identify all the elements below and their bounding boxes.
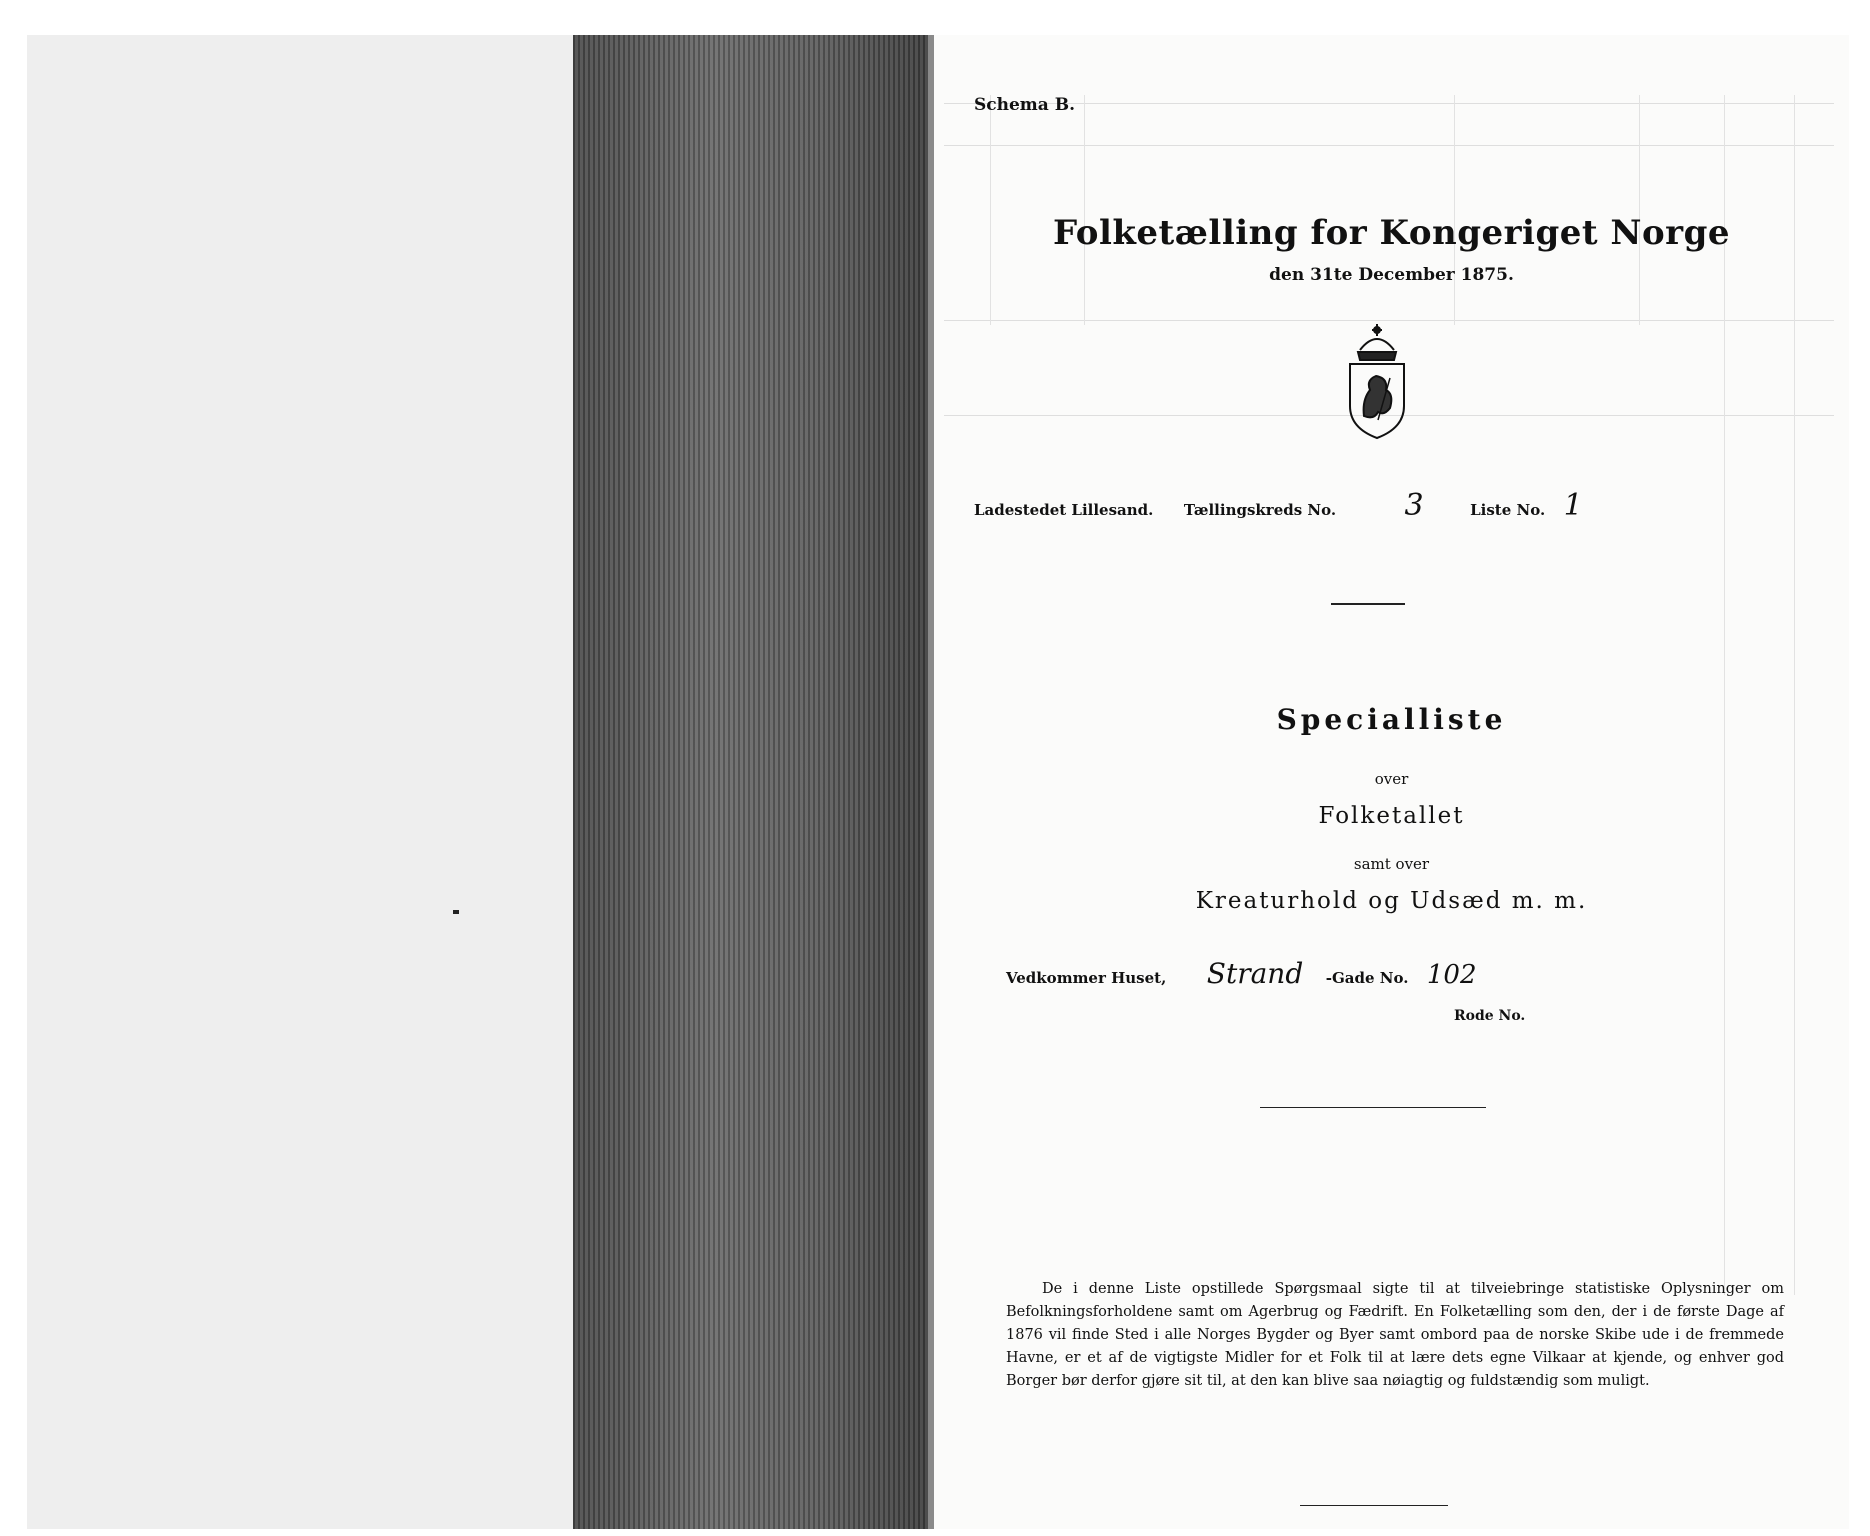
- locality-row: [974, 488, 1583, 523]
- schema-label: Schema B.: [974, 95, 1076, 115]
- kreaturhold-heading: Kreaturhold og Udsæd m. m.: [1195, 888, 1588, 914]
- bleed-vline: [1454, 95, 1455, 325]
- house-label: Vedkommer Huset,: [1006, 969, 1167, 987]
- samt-over-label: samt over: [1353, 855, 1430, 873]
- list-value: 1: [1563, 488, 1583, 523]
- rode-label: Rode No.: [1454, 1008, 1526, 1024]
- bleed-line: [944, 145, 1834, 146]
- street-value: Strand: [1206, 957, 1304, 990]
- district-label: Tællingskreds No.: [1183, 501, 1337, 519]
- over-label: over: [1374, 770, 1409, 788]
- bleed-vline: [1084, 95, 1085, 325]
- ink-speck: [453, 910, 459, 914]
- folketallet-heading: Folketallet: [1318, 803, 1465, 829]
- coat-of-arms-icon: [1332, 320, 1422, 440]
- bleed-line: [944, 103, 1834, 104]
- census-form-page: [934, 35, 1849, 1529]
- list-label: Liste No.: [1470, 501, 1546, 519]
- specialliste-heading: Specialliste: [1276, 703, 1507, 736]
- house-row: [1006, 957, 1477, 990]
- district-value: 3: [1404, 488, 1424, 523]
- divider-short: [1331, 603, 1405, 605]
- place-name: Ladestedet Lillesand.: [974, 501, 1154, 519]
- bleed-vline: [1639, 95, 1640, 325]
- gade-value: 102: [1426, 960, 1477, 990]
- left-page-blank: [27, 35, 574, 1529]
- bleed-vline: [990, 95, 991, 325]
- form-title: Folketælling for Kongeriget Norge: [1052, 213, 1730, 253]
- book-spine: [573, 35, 928, 1529]
- form-date: den 31te December 1875.: [1269, 265, 1514, 285]
- gade-label: -Gade No.: [1325, 969, 1409, 987]
- divider-long: [1260, 1107, 1486, 1108]
- intro-paragraph: De i denne Liste opstillede Spørgsmaal sigte til at tilveiebringe statistiske Oplysninger om Befolkningsforholdene samt om Agerbrug og Fædrift. En Folketælling som den, der i de første Dage af 1876 vil finde Sted i alle Norges Bygder og Byer samt ombord paa de norske Skibe ude i de fremmede Havne, er et af de vigtigste Midler for et Folk til at lære dets egne Vilkaar at kjende, og enhver god Borger bør derfor gjøre sit til, at den kan blive saa nøiagtig og fuldstændig som muligt.: [1006, 1281, 1784, 1389]
- divider-bottom: [1300, 1505, 1448, 1506]
